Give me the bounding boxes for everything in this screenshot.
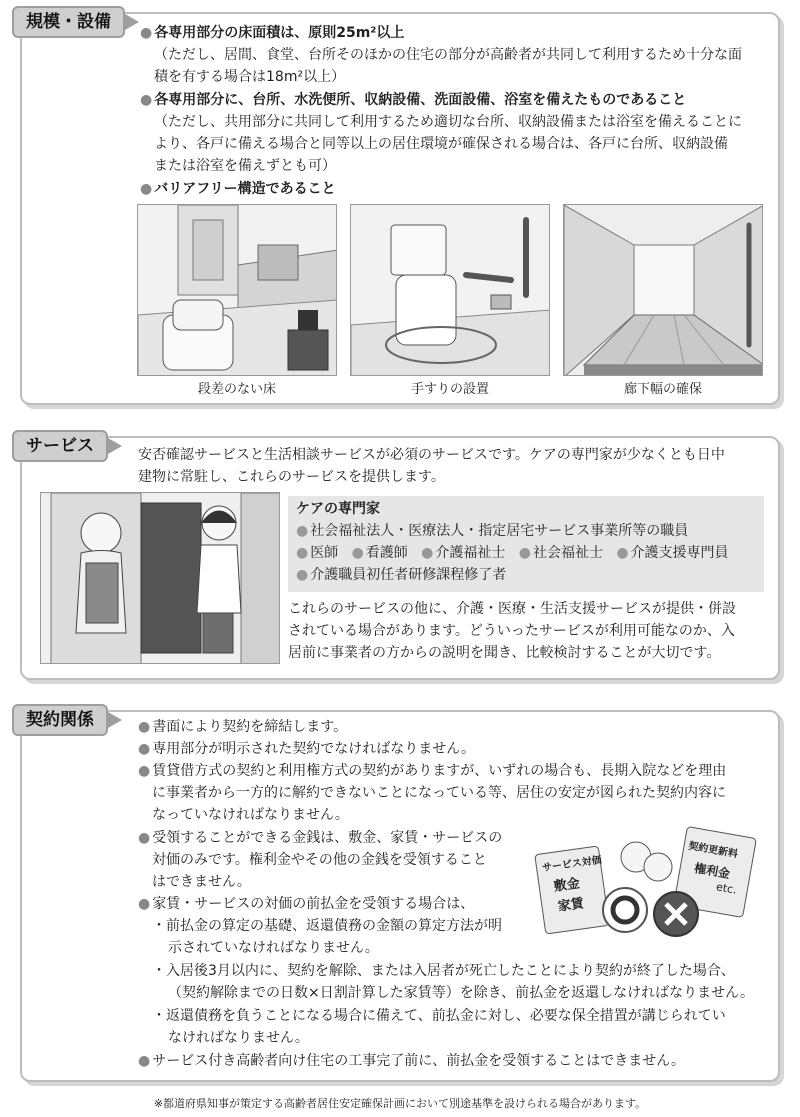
care-expert-nurse: ● 看護師 [352,545,408,561]
contract-money-2: 対価のみです。権利金やその他の金銭を受領すること [152,852,487,868]
service-panel [20,436,780,680]
section-tag-service: サービス [12,430,108,462]
prepayment-rule-3b: なければなりません。 [168,1030,309,1046]
footnote: ※都道府県知事が策定する高齢者居住安定確保計画において別途基準を設けられる場合があります。 [153,1097,647,1110]
care-expert-trainee: ● 介護職員初任者研修課程修了者 [296,564,506,586]
section-tag-contract: 契約関係 [12,704,108,736]
prepayment-rule-2b: （契約解除までの日数×日割計算した家賃等）を除き、前払金を返還しなければなりません。 [168,985,755,1001]
contract-money-1: ● 受領することができる金銭は、敷金、家賃・サービスの [138,827,502,849]
care-experts-title: ケアの専門家 [296,501,380,517]
illustration-handrail [350,204,550,376]
requirement-floor-area: ● 各専用部分の床面積は、原則25m²以上 [140,22,404,44]
contract-panel [20,710,780,1082]
care-expert-social-worker: ● 社会福祉士 [519,545,603,561]
sign-left-line-3: 家賃 [557,896,585,915]
illustration-care-staff [40,492,280,664]
note-facilities-1: （ただし、共用部分に共同して利用するため適切な台所、収納設備または浴室を備えることに [154,114,742,130]
caption-handrail: 手すりの設置 [410,382,489,397]
note-facilities-2: より、各戸に備える場合と同等以上の居住環境が確保される場合は、各戸に台所、収納設備 [154,136,728,152]
sign-right-line-2: 権利金 [693,860,732,882]
illustration-corridor [563,204,763,376]
service-para-3: 居前に事業者の方からの説明を聞き、比較検討することが大切です。 [288,645,721,661]
sign-right-line-1: 契約更新料 [687,840,739,861]
contract-written: ● 書面により契約を締結します。 [138,716,347,738]
care-expert-care-manager: ● 介護支援専門員 [616,545,728,561]
sign-left-line-2: 敷金 [553,876,581,895]
care-expert-row-2 [296,542,729,564]
illustration-flat-floor [137,204,337,376]
care-expert-doctor: ● 医師 [296,545,338,561]
contract-prepayment: ● 家賃・サービスの対価の前払金を受領する場合は、 [138,893,474,915]
care-expert-care-worker: ● 介護福祉士 [421,545,505,561]
service-intro-1: 安否確認サービスと生活相談サービスが必須のサービスです。ケアの専門家が少なくとも日中 [138,447,725,463]
contract-money-3: はできません。 [152,874,251,890]
prepayment-rule-3a: ・ 返還債務を負うことになる場合に備えて、前払金に対し、必要な保全措置が講じられてい [138,1005,726,1027]
contract-types-1: ● 賃貸借方式の契約と利用権方式の契約がありますが、いずれの場合も、長期入院などを理由 [138,760,726,782]
contract-before-completion: ● サービス付き高齢者向け住宅の工事完了前に、前払金を受領することはできません。 [138,1050,685,1072]
care-expert-corporations: ● 社会福祉法人・医療法人・指定居宅サービス事業所等の職員 [296,520,688,542]
requirement-facilities: ● 各専用部分に、台所、水洗便所、収納設備、洗面設備、浴室を備えたものであること [140,89,686,111]
note-floor-area-2: 積を有する場合は18m²以上） [154,69,346,85]
prepayment-rule-2a: ・ 入居後3月以内に、契約を解除、または入居者が死亡したことにより契約が終了した場合、 [138,960,735,982]
sign-right-line-3: etc. [715,880,738,897]
sign-left-line-1: サービス対価 [541,854,603,875]
scale-panel [20,12,780,405]
section-tag-scale: 規模・設備 [12,6,125,38]
contract-types-2: に事業者から一方的に解約できないことになっている等、居住の安定が図られた契約内容に [152,785,726,801]
illustration-fees [530,822,760,942]
caption-flat-floor: 段差のない床 [197,382,276,397]
contract-types-3: なっていなければなりません。 [152,807,349,823]
requirement-barrier-free: ● バリアフリー構造であること [140,178,336,200]
service-para-2: されている場合があります。どういったサービスが利用可能なのか、入 [288,623,735,639]
prepayment-rule-1a: ・ 前払金の算定の基礎、返還債務の金額の算定方法が明 [138,915,502,937]
service-intro-2: 建物に常駐し、これらのサービスを提供します。 [138,469,445,485]
prepayment-rule-1b: 示されていなければなりません。 [168,940,379,956]
note-floor-area-1: （ただし、居間、食堂、台所そのほかの住宅の部分が高齢者が共同して利用するため十分な面 [154,47,742,63]
service-para-1: これらのサービスの他に、介護・医療・生活支援サービスが提供・併設 [288,601,736,617]
caption-corridor: 廊下幅の確保 [623,382,702,397]
note-facilities-3: または浴室を備えずとも可） [154,158,336,174]
contract-specified-area: ● 専用部分が明示された契約でなければなりません。 [138,738,475,760]
